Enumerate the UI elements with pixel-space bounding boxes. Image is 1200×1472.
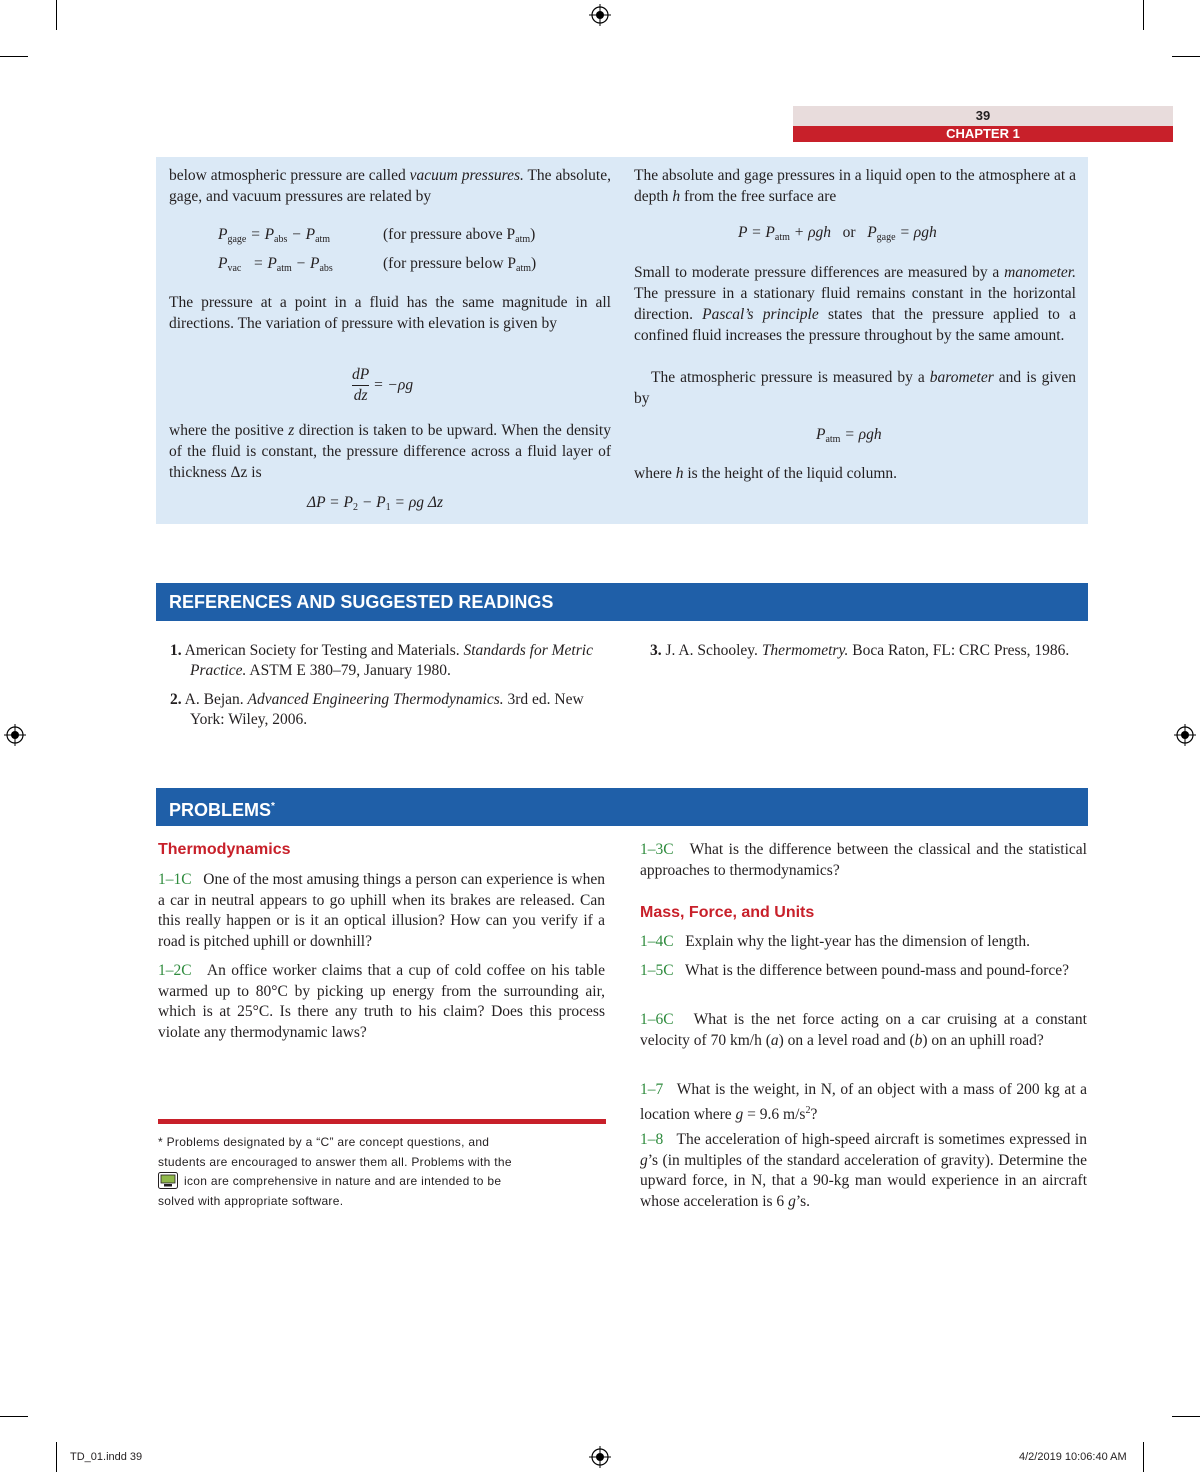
problem-item: 1–6C What is the net force acting on a car cruising at a constant velocity of 70 km/h (a) on a level road and (b) on an uphill road? <box>640 1011 1087 1049</box>
problem-item: 1–1C One of the most amusing things a person can experience is when a car in neutral appears to go uphill when its brakes are released. Can this really happen or is it an optical illusion? How can you verify if a road is pitched uphill or downhill? <box>158 871 606 950</box>
registration-mark-icon <box>589 4 611 26</box>
crop-mark <box>56 0 57 30</box>
equation-gage: $P_{gage} = P_{abs} - P_{atm}$ <box>218 226 331 245</box>
crop-mark <box>1172 1416 1200 1417</box>
equation-hydrostatic: $P = P_{atm} + \rho gh$ or $P_{gage} = \rho gh$ <box>738 224 937 243</box>
equation-vac-note: (for pressure below $P_{atm}$) <box>383 255 537 274</box>
problems-heading: PROBLEMS* <box>156 788 1088 826</box>
summary-right-p4: where h is the height of the liquid column. <box>634 465 898 482</box>
section-mass-force-units: Mass, Force, and Units <box>640 904 815 921</box>
software-icon <box>158 1172 178 1189</box>
equation-vac: $P_{vac} = P_{atm} - P_{abs}$ <box>218 255 333 274</box>
summary-left-p1: below atmospheric pressure are called vacuum pressures. The absolute, gage, and vacuum pressures are related by <box>169 167 611 205</box>
page-number: 39 <box>793 106 1173 126</box>
section-thermodynamics: Thermodynamics <box>158 841 291 858</box>
summary-right-p3: The atmospheric pressure is measured by a barometer and is given by <box>634 369 1077 407</box>
chapter-label: CHAPTER 1 <box>793 126 1173 142</box>
footnote-rule <box>158 1119 606 1124</box>
problem-item: 1–3C What is the difference between the classical and the statistical approaches to thermodynamics? <box>640 841 1087 879</box>
registration-mark-icon <box>1174 724 1196 746</box>
reference-item: 3. J. A. Schooley. Thermometry. Boca Raton, FL: CRC Press, 1986. <box>650 642 1070 659</box>
crop-mark <box>56 1442 57 1472</box>
problem-item: 1–5C What is the difference between pound-mass and pound-force? <box>640 962 1070 979</box>
equation-dpdz: $\frac{dP}{dz}$ = −ρg <box>352 366 414 404</box>
crop-mark <box>1143 1442 1144 1472</box>
slug-date: 4/2/2019 10:06:40 AM <box>1019 1451 1127 1463</box>
equation-gage-note: (for pressure above $P_{atm}$) <box>383 226 536 245</box>
reference-item: 2. A. Bejan. Advanced Engineering Thermodynamics. 3rd ed. New York: Wiley, 2006. <box>170 691 584 728</box>
summary-right-p1: The absolute and gage pressures in a liquid open to the atmosphere at a depth h from the free surface are <box>634 167 1076 205</box>
crop-mark <box>0 56 28 57</box>
crop-mark <box>0 1416 28 1417</box>
problem-item: 1–2C An office worker claims that a cup of cold coffee on his table warmed up to 80°C by picking up energy from the surrounding air, which is at 25°C. Is there any truth to his claim? Does this process violate any thermodynamic laws? <box>158 962 605 1041</box>
summary-left-p2: The pressure at a point in a fluid has the same magnitude in all directions. The variation of pressure with elevation is given by <box>169 294 611 332</box>
slug-file: TD_01.indd 39 <box>70 1451 143 1463</box>
problem-item: 1–4C Explain why the light-year has the dimension of length. <box>640 933 1031 950</box>
references-heading: REFERENCES AND SUGGESTED READINGS <box>156 583 1088 621</box>
crop-mark <box>1143 0 1144 30</box>
problem-item: 1–7 What is the weight, in N, of an object with a mass of 200 kg at a location where g = 9.6 $m/s^2$? <box>640 1081 1087 1123</box>
problem-item: 1–8 The acceleration of high-speed aircraft is sometimes expressed in g’s (in multiples of the standard acceleration of gravity). Determine the upward force, in N, that a 90-kg man would experience in an aircraft whose acceleration is 6 g’s. <box>640 1131 1087 1210</box>
summary-right-p2: Small to moderate pressure differences are measured by a manometer. The pressure in a stationary fluid remains constant in the horizontal direction. Pascal’s principle states that the pressure applied to a confined fluid increases the pressure throughout by the same amount. <box>634 264 1076 344</box>
registration-mark-icon <box>589 1446 611 1468</box>
equation-delta-p: $\Delta P = P_2 - P_1 = \rho g$ Δz <box>307 494 444 513</box>
crop-mark <box>1172 56 1200 57</box>
summary-left-p3: where the positive z direction is taken to be upward. When the density of the fluid is constant, the pressure difference across a fluid layer of thickness Δz is <box>169 422 611 481</box>
footnote: * Problems designated by a “C” are concept questions, and students are encouraged to answer them all. Problems with the icon are comprehensive in nature and are intended to be solved with appropriate software. <box>158 1135 512 1208</box>
registration-mark-icon <box>4 724 26 746</box>
equation-barometer: $P_{atm} = \rho gh$ <box>816 426 882 445</box>
reference-item: 1. American Society for Testing and Materials. Standards for Metric Practice. ASTM E 380–79, January 1980. <box>170 642 593 679</box>
